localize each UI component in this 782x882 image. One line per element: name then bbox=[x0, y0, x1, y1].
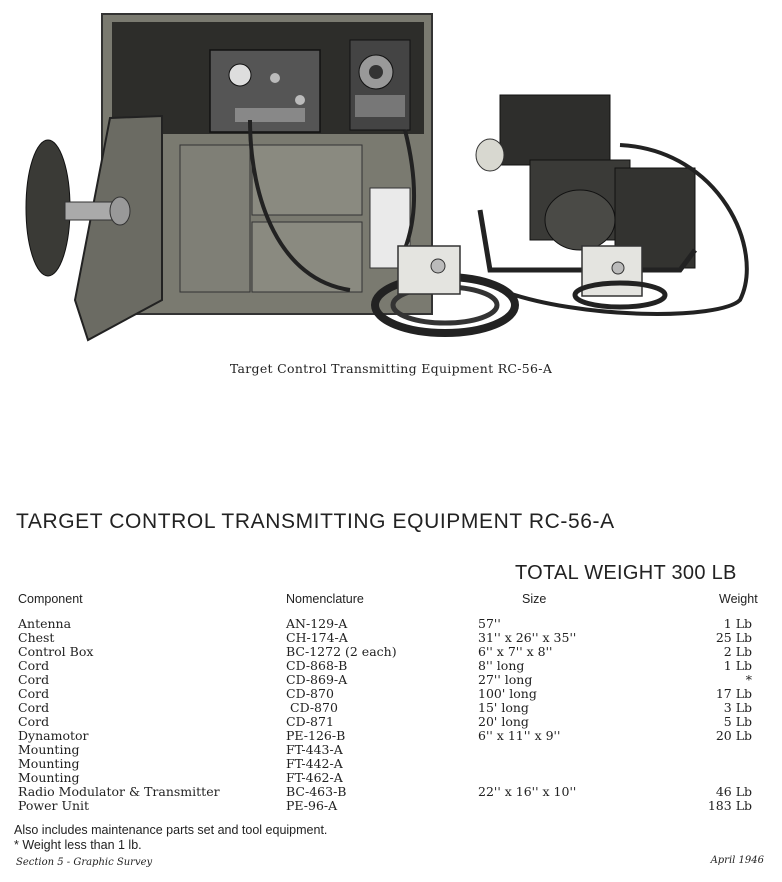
header-weight: Weight bbox=[719, 592, 758, 606]
cell-component: Cord bbox=[18, 672, 50, 687]
cell-nomenclature: CD-870 bbox=[286, 686, 334, 701]
header-nomenclature: Nomenclature bbox=[286, 592, 364, 606]
cell-size: 6'' x 7'' x 8'' bbox=[478, 644, 553, 659]
chest-drawer-upper bbox=[252, 145, 362, 215]
cell-weight: 46 Lb bbox=[715, 784, 752, 799]
cell-weight: 20 Lb bbox=[715, 728, 752, 743]
cell-nomenclature: FT-442-A bbox=[286, 756, 343, 771]
cell-nomenclature: AN-129-A bbox=[286, 616, 348, 631]
control-box-second bbox=[582, 246, 642, 296]
cell-nomenclature: FT-443-A bbox=[286, 742, 343, 757]
asterisk-note: * Weight less than 1 lb. bbox=[14, 838, 142, 852]
cell-nomenclature: CD-868-B bbox=[286, 658, 348, 673]
power-unit-engine bbox=[500, 95, 610, 165]
table-row bbox=[0, 799, 782, 813]
cell-weight: 17 Lb bbox=[715, 686, 752, 701]
cell-weight: 1 Lb bbox=[723, 658, 752, 673]
photo-caption: Target Control Transmitting Equipment RC-56-A bbox=[229, 361, 553, 376]
cell-size: 15' long bbox=[478, 700, 529, 715]
table-row bbox=[0, 673, 782, 687]
cell-weight: 25 Lb bbox=[715, 630, 752, 645]
cell-component: Chest bbox=[18, 630, 55, 645]
table-row bbox=[0, 659, 782, 673]
cell-nomenclature: BC-463-B bbox=[286, 784, 347, 799]
antenna-dish bbox=[26, 140, 70, 276]
cell-size: 57'' bbox=[478, 616, 501, 631]
cell-size: 6'' x 11'' x 9'' bbox=[478, 728, 561, 743]
table-row bbox=[0, 743, 782, 757]
cell-weight: 2 Lb bbox=[723, 644, 752, 659]
cell-nomenclature: FT-462-A bbox=[286, 770, 343, 785]
table-row bbox=[0, 687, 782, 701]
table-row bbox=[0, 701, 782, 715]
cell-component: Mounting bbox=[18, 756, 80, 771]
cell-size: 27'' long bbox=[478, 672, 533, 687]
cell-component: Cord bbox=[18, 714, 50, 729]
cell-nomenclature: CD-869-A bbox=[286, 672, 348, 687]
header-size: Size bbox=[522, 592, 547, 606]
cell-weight: 3 Lb bbox=[723, 700, 752, 715]
cell-component: Power Unit bbox=[18, 798, 90, 813]
cell-component: Radio Modulator & Transmitter bbox=[18, 784, 220, 799]
table-row bbox=[0, 729, 782, 743]
table-row bbox=[0, 617, 782, 631]
total-weight: TOTAL WEIGHT 300 LB bbox=[515, 562, 737, 584]
cell-size: 22'' x 16'' x 10'' bbox=[478, 784, 577, 799]
equipment-photograph bbox=[20, 0, 765, 345]
table-row bbox=[0, 771, 782, 785]
table-row bbox=[0, 631, 782, 645]
cell-weight: 5 Lb bbox=[723, 714, 752, 729]
table-row bbox=[0, 757, 782, 771]
cell-component: Mounting bbox=[18, 742, 80, 757]
cell-component: Dynamotor bbox=[18, 728, 89, 743]
cell-nomenclature: PE-96-A bbox=[286, 798, 338, 813]
table-row bbox=[0, 785, 782, 799]
header-component: Component bbox=[18, 592, 83, 606]
footer-section: Section 5 - Graphic Survey bbox=[16, 857, 153, 868]
table-row bbox=[0, 645, 782, 659]
chest-drawer-lower bbox=[252, 222, 362, 292]
cell-nomenclature: CH-174-A bbox=[286, 630, 348, 645]
cell-component: Cord bbox=[18, 658, 50, 673]
cell-size: 100' long bbox=[478, 686, 537, 701]
includes-note: Also includes maintenance parts set and tool equipment. bbox=[14, 823, 328, 837]
cell-component: Control Box bbox=[18, 644, 94, 659]
cell-component: Mounting bbox=[18, 770, 80, 785]
cell-weight: * bbox=[745, 672, 752, 687]
cell-nomenclature: CD-870 bbox=[290, 700, 338, 715]
cell-size: 31'' x 26'' x 35'' bbox=[478, 630, 577, 645]
control-box bbox=[398, 246, 460, 294]
cell-weight: 1 Lb bbox=[723, 616, 752, 631]
cell-component: Antenna bbox=[18, 616, 72, 631]
table-row bbox=[0, 715, 782, 729]
cell-component: Cord bbox=[18, 700, 50, 715]
cell-nomenclature: CD-871 bbox=[286, 714, 334, 729]
footer-date: April 1946 bbox=[710, 855, 764, 866]
cell-component: Cord bbox=[18, 686, 50, 701]
cell-size: 20' long bbox=[478, 714, 529, 729]
cell-nomenclature: PE-126-B bbox=[286, 728, 346, 743]
cell-nomenclature: BC-1272 (2 each) bbox=[286, 644, 397, 659]
cell-weight: 183 Lb bbox=[707, 798, 752, 813]
page-title: TARGET CONTROL TRANSMITTING EQUIPMENT RC-56-A bbox=[16, 510, 615, 533]
cell-size: 8'' long bbox=[478, 658, 525, 673]
